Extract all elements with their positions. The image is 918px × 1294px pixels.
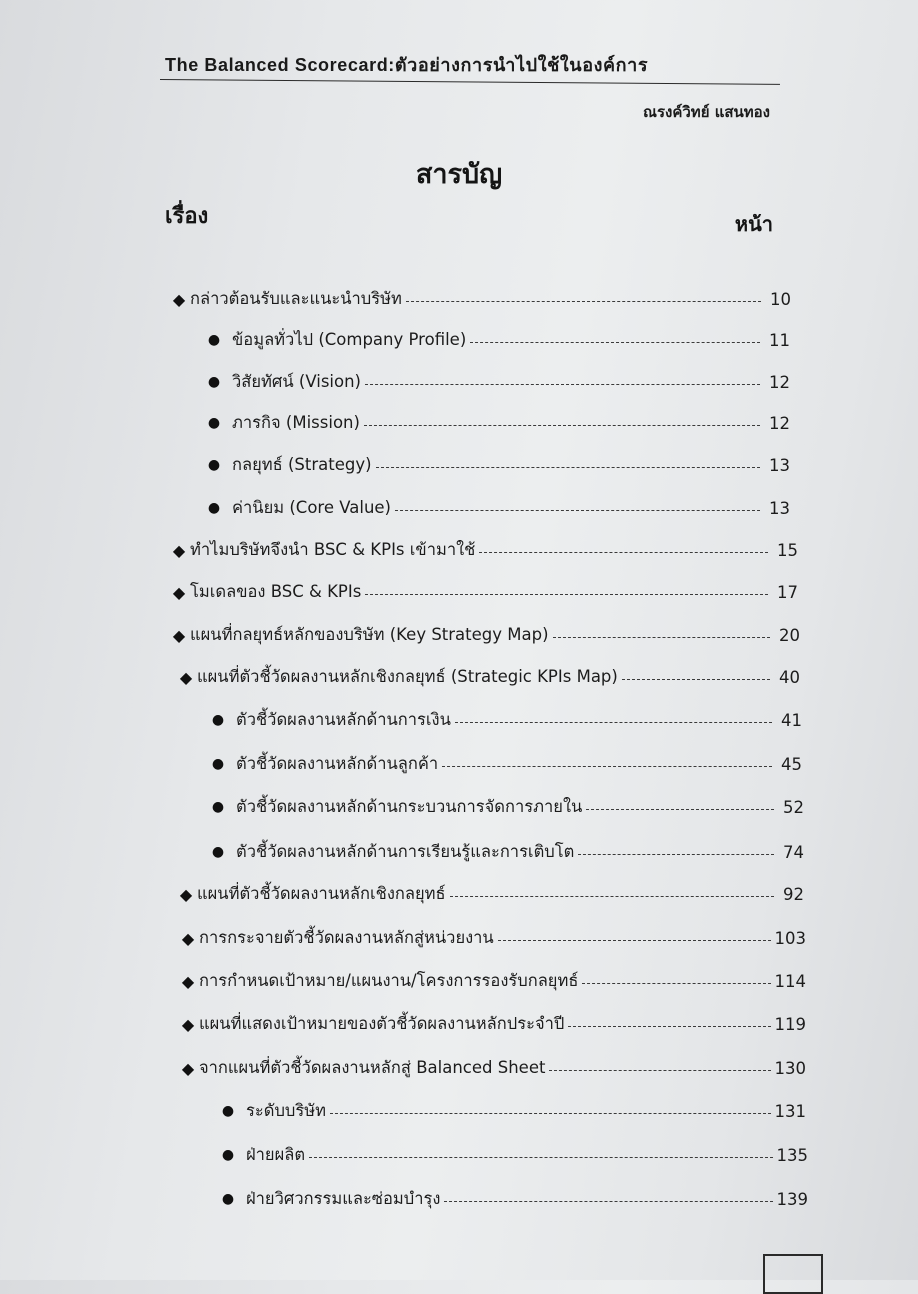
toc-entry-page: 114 [774,971,806,991]
toc-entry-page: 92 [783,884,804,904]
toc-column-topic: เรื่อง [165,204,209,229]
diamond-bullet-icon: ◆ [181,1014,195,1034]
dot-leader [406,301,761,302]
round-bullet-icon: ● [207,457,221,473]
round-bullet-icon: ● [211,756,225,772]
dot-leader [470,342,760,343]
dot-leader [450,896,774,897]
dot-leader [578,854,774,855]
toc-entry-label: ข้อมูลทั่วไป (Company Profile) [232,330,467,349]
toc-entry-label: แผนที่กลยุทธ์หลักของบริษัท (Key Strategy Map) [190,625,549,644]
dot-leader [586,809,774,810]
toc-entry [177,968,806,994]
diamond-bullet-icon: ◆ [181,971,195,991]
toc-entry-page: 12 [769,413,790,433]
toc-entry-page: 11 [769,330,790,350]
round-bullet-icon: ● [207,374,221,390]
dot-leader [330,1113,770,1114]
toc-entry-label: การกำหนดเป้าหมาย/แผนงาน/โครงการรองรับกลยุทธ์ [199,971,579,990]
toc-entry [168,286,791,312]
toc-entry-label: ภารกิจ (Mission) [232,413,360,432]
dot-leader [442,766,772,767]
toc-entry-label: โมเดลของ BSC & KPIs [190,582,362,601]
toc-entry-label: ฝ่ายวิศวกรรมและซ่อมบำรุง [246,1189,441,1208]
toc-entry-page: 119 [774,1014,806,1034]
toc-entry [168,579,798,605]
toc-entry-page: 45 [781,754,802,774]
toc-entry-label: แผนที่แสดงเป้าหมายของตัวชี้วัดผลงานหลักประจำปี [199,1014,565,1033]
round-bullet-icon: ● [207,332,221,348]
running-header-title: The Balanced Scorecard:ตัวอย่างการนำไปใช้ในองค์การ [165,55,649,75]
dot-leader [364,425,760,426]
toc-entry [196,327,790,353]
dot-leader [553,637,770,638]
toc-entry [200,839,804,865]
toc-entry [200,794,804,820]
diamond-bullet-icon: ◆ [172,582,186,602]
toc-entry-label: แผนที่ตัวชี้วัดผลงานหลักเชิงกลยุทธ์ (Strategic KPIs Map) [197,667,618,686]
dot-leader [395,510,760,511]
toc-entry [168,537,798,563]
dot-leader [365,384,760,385]
dot-leader [479,552,768,553]
toc-entry-page: 139 [776,1189,808,1209]
toc-entry-page: 52 [783,797,804,817]
toc-entry-label: ระดับบริษัท [246,1101,327,1120]
toc-entry [196,369,790,395]
toc-entry-label: วิสัยทัศน์ (Vision) [232,372,361,391]
toc-entry [177,1011,806,1037]
dot-leader [498,940,771,941]
toc-entry [175,881,804,907]
toc-entry [210,1142,808,1168]
toc-entry [196,495,790,521]
diamond-bullet-icon: ◆ [181,928,195,948]
toc-entry-page: 40 [779,667,800,687]
toc-entry-label: ตัวชี้วัดผลงานหลักด้านการเงิน [236,710,451,729]
dot-leader [444,1201,772,1202]
diamond-bullet-icon: ◆ [172,625,186,645]
dot-leader [365,594,768,595]
round-bullet-icon: ● [221,1103,235,1119]
toc-entry [177,925,806,951]
toc-entry-page: 130 [774,1058,806,1078]
toc-entry [177,1055,806,1081]
toc-entry-page: 13 [769,455,790,475]
round-bullet-icon: ● [221,1191,235,1207]
toc-entry-label: กลยุทธ์ (Strategy) [232,455,372,474]
toc-entry-page: 13 [769,498,790,518]
toc-entry-label: ฝ่ายผลิต [246,1145,306,1164]
dot-leader [376,467,760,468]
dot-leader [455,722,772,723]
toc-entry [175,664,800,690]
toc-entry-page: 15 [777,540,798,560]
toc-column-page: หน้า [734,212,773,236]
toc-entry-label: ค่านิยม (Core Value) [232,498,391,517]
toc-entry-label: แผนที่ตัวชี้วัดผลงานหลักเชิงกลยุทธ์ [197,884,446,903]
dot-leader [309,1157,772,1158]
round-bullet-icon: ● [221,1147,235,1163]
round-bullet-icon: ● [207,415,221,431]
dot-leader [549,1070,770,1071]
round-bullet-icon: ● [211,712,225,728]
toc-entry-label: ตัวชี้วัดผลงานหลักด้านลูกค้า [236,754,439,773]
round-bullet-icon: ● [211,844,225,860]
round-bullet-icon: ● [207,500,221,516]
toc-entry-label: จากแผนที่ตัวชี้วัดผลงานหลักสู่ Balanced Sheet [199,1058,546,1077]
dot-leader [568,1026,770,1027]
toc-entry-page: 135 [776,1145,808,1165]
toc-entry-label: ตัวชี้วัดผลงานหลักด้านการเรียนรู้และการเติบโต [236,842,575,861]
toc-entry [196,452,790,478]
diamond-bullet-icon: ◆ [172,540,186,560]
toc-entry [200,751,802,777]
toc-entry [168,622,800,648]
toc-entry-label: ตัวชี้วัดผลงานหลักด้านกระบวนการจัดการภายใน [236,797,583,816]
toc-entry [210,1186,808,1212]
diamond-bullet-icon: ◆ [172,289,186,309]
diamond-bullet-icon: ◆ [179,667,193,687]
toc-entry-page: 103 [774,928,806,948]
toc-entry-page: 131 [774,1101,806,1121]
toc-entry [200,707,802,733]
running-header-author: ณรงค์วิทย์ แสนทอง [643,103,770,121]
toc-entry [210,1098,806,1124]
toc-entry-page: 10 [770,289,791,309]
dot-leader [582,983,770,984]
toc-entry-label: การกระจายตัวชี้วัดผลงานหลักสู่หน่วยงาน [199,928,494,947]
toc-entry-page: 12 [769,372,790,392]
dot-leader [622,679,770,680]
toc-entry-page: 74 [783,842,804,862]
toc-entry-label: กล่าวต้อนรับและแนะนำบริษัท [190,289,402,308]
round-bullet-icon: ● [211,799,225,815]
page-number-box [763,1254,823,1294]
toc-entry-page: 17 [777,582,798,602]
toc-entry-label: ทำไมบริษัทจึงนำ BSC & KPIs เข้ามาใช้ [190,540,476,559]
toc-entry-page: 41 [781,710,802,730]
toc-title: สารบัญ [415,159,503,190]
toc-entry [196,410,790,436]
diamond-bullet-icon: ◆ [181,1058,195,1078]
diamond-bullet-icon: ◆ [179,884,193,904]
toc-entry-page: 20 [779,625,800,645]
